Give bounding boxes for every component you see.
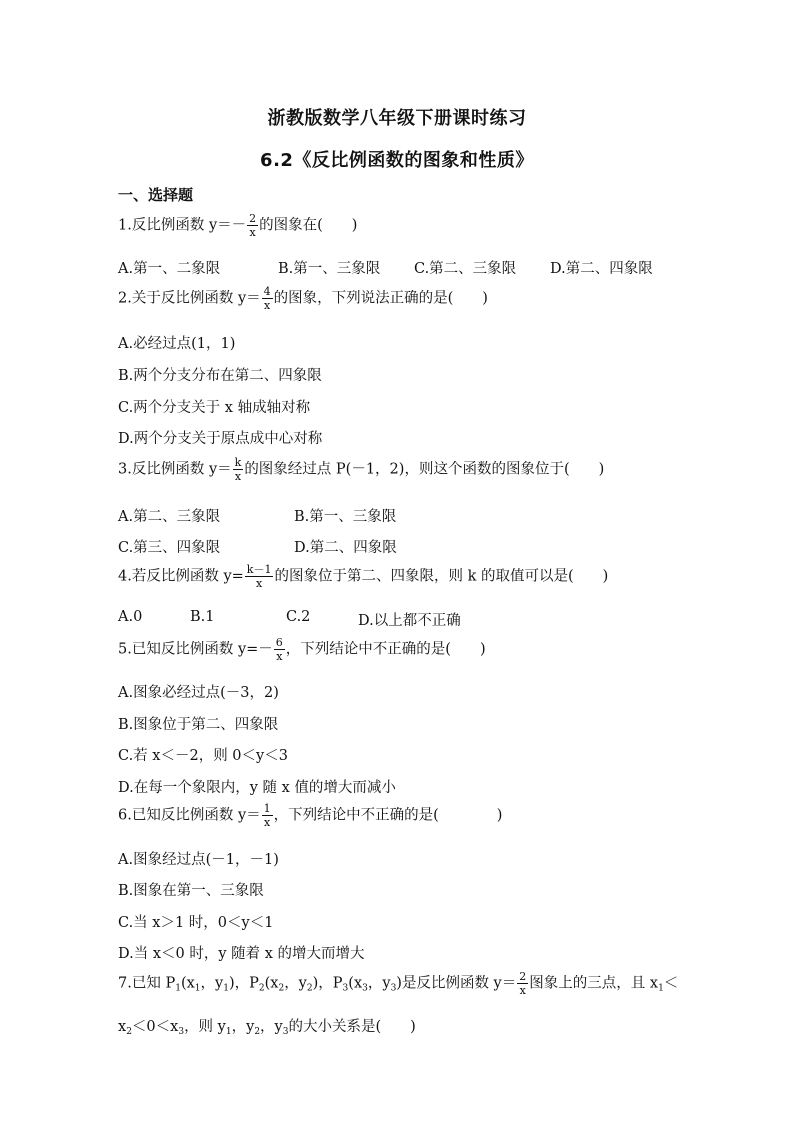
fraction: $\frac{2}{x}$ — [519, 970, 527, 997]
fraction: $\frac{2}{x}$ — [249, 212, 257, 239]
question-6: 6.已知反比例函数 y＝ $\frac{1}{x}$ ，下列结论中不正确的是( ) — [118, 802, 503, 829]
question-3-options-row1 — [118, 505, 518, 525]
option-c: C.两个分支关于 x 轴成轴对称 — [118, 400, 311, 416]
option-d: D.第二、四象限 — [550, 261, 653, 277]
question-1-options — [118, 257, 678, 277]
option-b: B.图象位于第二、四象限 — [118, 717, 279, 733]
option-a: A.必经过点(1，1) — [118, 336, 236, 352]
option-b: B.第一、三象限 — [278, 261, 381, 277]
option-c: C.第三、四象限 — [118, 540, 221, 556]
option-d: D.在每一个象限内，y 随 x 值的增大而减小 — [118, 780, 396, 796]
option-d: D.以上都不正确 — [358, 613, 461, 629]
fraction: $\frac{4}{x}$ — [263, 285, 271, 312]
option-c: C.第二、三象限 — [414, 261, 517, 277]
question-7-line-1: 7.已知 $P_1(x_1$，$y_1$)，$P_2(x_2$，$y_2$)，$P_3(x_3$，$y_3$)是反比例函数 y＝ $\frac{2}{x}$ 图象上的三点，且 $x_1<$ — [118, 970, 679, 997]
question-4: 4.若反比例函数 y= $\frac{k-1}{x}$ 的图象位于第二、四象限，则 k 的取值可以是( ) — [118, 563, 609, 590]
question-3-options-row2 — [118, 536, 518, 556]
option-a: A.0 — [118, 609, 143, 625]
question-3: 3.反比例函数 y＝ $\frac{k}{x}$ 的图象经过点 P(－1，2)，则这个函数的图象位于( ) — [118, 456, 605, 483]
document-title: 浙教版数学八年级下册课时练习 — [267, 108, 527, 129]
question-1: 1.反比例函数 y＝－ $\frac{2}{x}$ 的图象在( ) — [118, 212, 358, 239]
question-7-line-2: $x_2<0<x_3$，则 $y_1$，$y_2$，$y_3$的大小关系是( ) — [118, 1019, 416, 1037]
option-b: B.两个分支分布在第二、四象限 — [118, 368, 322, 384]
question-4-options — [118, 609, 538, 629]
fraction: $\frac{k}{x}$ — [234, 456, 242, 483]
option-b: B.图象在第一、三象限 — [118, 883, 264, 899]
option-c: C.当 x＞1 时，0＜y＜1 — [118, 915, 274, 931]
option-a: A.图象必经过点(－3，2) — [118, 685, 279, 701]
fraction: $\frac{k-1}{x}$ — [246, 563, 272, 590]
option-a: A.第一、二象限 — [118, 261, 221, 277]
question-2: 2.关于反比例函数 y＝ $\frac{4}{x}$ 的图象，下列说法正确的是( ) — [118, 285, 488, 312]
section-heading: 一、选择题 — [118, 186, 194, 204]
option-b: B.第一、三象限 — [294, 509, 397, 525]
option-d: D.两个分支关于原点成中心对称 — [118, 431, 323, 447]
option-b: B.1 — [190, 609, 215, 625]
option-a: A.第二、三象限 — [118, 509, 221, 525]
question-5: 5.已知反比例函数 y=－ $\frac{6}{x}$ ，下列结论中不正确的是( ) — [118, 636, 486, 663]
document-subtitle: 6.2《反比例函数的图象和性质》 — [260, 150, 534, 171]
option-a: A.图象经过点(－1，－1) — [118, 852, 279, 868]
fraction: $\frac{1}{x}$ — [263, 802, 271, 829]
option-d: D.当 x＜0 时，y 随着 x 的增大而增大 — [118, 946, 365, 962]
fraction: $\frac{6}{x}$ — [275, 636, 283, 663]
option-c: C.2 — [286, 609, 311, 625]
option-d: D.第二、四象限 — [294, 540, 397, 556]
option-c: C.若 x＜－2，则 0＜y＜3 — [118, 748, 288, 764]
